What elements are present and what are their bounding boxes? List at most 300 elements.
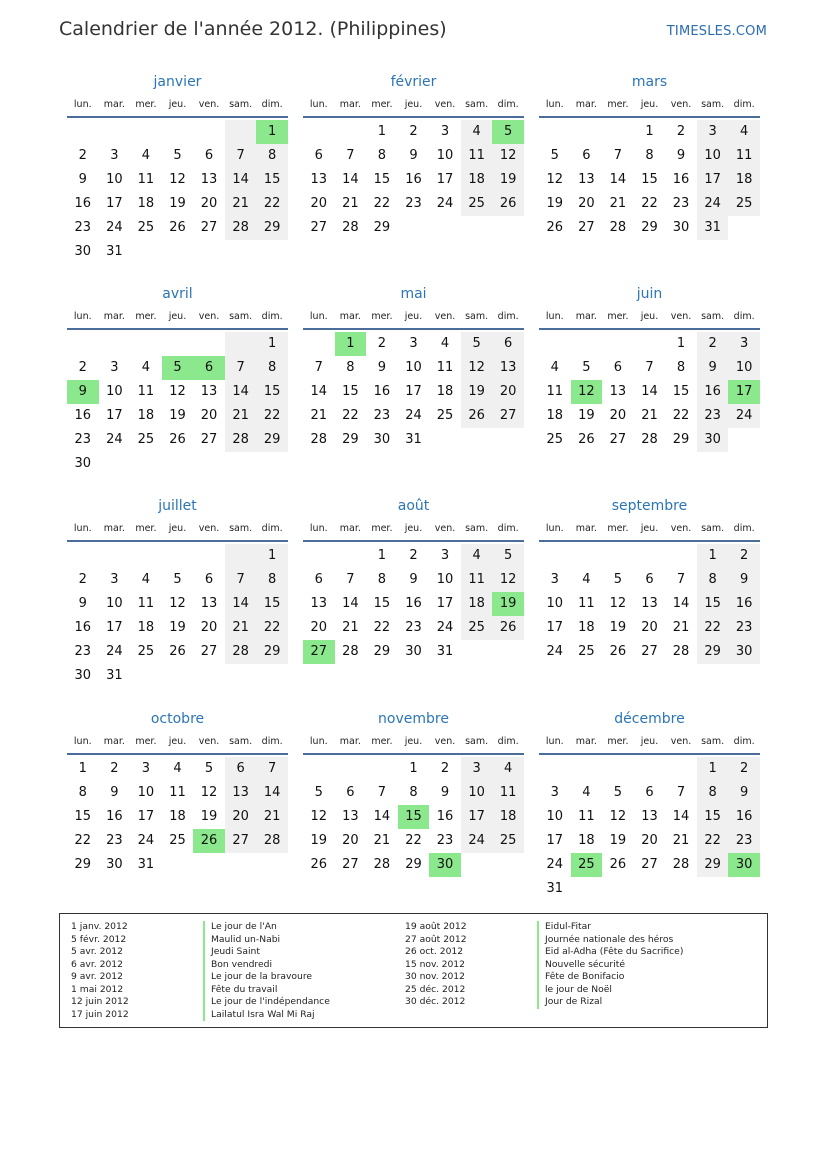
- day-cell: 19: [546, 196, 564, 211]
- empty-day-cell: [130, 240, 162, 264]
- day-cell: 25: [546, 432, 564, 447]
- weekday-header: [303, 94, 524, 116]
- day-cell: 29: [256, 428, 288, 452]
- weekday-label: mer.: [371, 736, 393, 747]
- day-cell: 6: [645, 572, 654, 587]
- month-11: [539, 707, 760, 901]
- weekday-label: jeu.: [404, 736, 423, 747]
- day-cell: 26: [609, 857, 627, 872]
- day-cell: 13: [641, 809, 658, 824]
- day-cell: 16: [74, 408, 92, 423]
- day-cell: 24: [697, 192, 729, 216]
- day-cell: 25: [137, 220, 155, 235]
- day-cell: 18: [169, 809, 186, 824]
- weekday-label: mer.: [135, 523, 157, 534]
- day-cell: 9: [728, 568, 760, 592]
- day-cell: 25: [461, 192, 493, 216]
- day-cell: 3: [409, 336, 418, 351]
- empty-day-cell: [539, 544, 571, 568]
- day-cell: 1: [697, 757, 729, 781]
- day-cell: 2: [78, 360, 87, 375]
- empty-day-cell: [162, 452, 194, 476]
- day-cell: 1: [335, 332, 367, 356]
- weekday-label: mar.: [339, 736, 361, 747]
- day-cell: 13: [310, 596, 328, 611]
- day-cell: 4: [141, 360, 151, 375]
- month-name: mai: [400, 286, 427, 302]
- day-cell: 3: [697, 120, 729, 144]
- day-cell: 8: [78, 785, 87, 800]
- week-row: [67, 568, 288, 592]
- week-row: [303, 853, 524, 877]
- empty-day-cell: [461, 640, 493, 664]
- day-cell: 23: [74, 432, 92, 447]
- empty-day-cell: [99, 120, 131, 144]
- day-cell: 20: [342, 833, 359, 848]
- weekday-label: mar.: [103, 736, 125, 747]
- day-cell: 15: [373, 172, 391, 187]
- day-cell: 2: [440, 761, 450, 776]
- legend-date: 25 déc. 2012: [405, 983, 466, 995]
- day-cell: 7: [676, 572, 686, 587]
- day-cell: 20: [578, 196, 595, 211]
- day-cell: 5: [613, 572, 623, 587]
- week-row: [539, 216, 760, 240]
- day-cell: 6: [314, 572, 323, 587]
- empty-day-cell: [256, 853, 288, 877]
- day-cell: 15: [641, 172, 658, 187]
- day-cell: 5: [613, 785, 623, 800]
- day-cell: 15: [256, 380, 288, 404]
- legend-name: Jour de Rizal: [537, 996, 683, 1009]
- empty-day-cell: [539, 120, 571, 144]
- day-cell: 24: [546, 857, 564, 872]
- week-row: [67, 404, 288, 428]
- day-cell: 23: [728, 829, 760, 853]
- week-row: [67, 757, 288, 781]
- empty-day-cell: [303, 120, 335, 144]
- day-cell: 22: [672, 408, 690, 423]
- weekday-label: ven.: [198, 523, 220, 534]
- day-cell: 28: [342, 644, 359, 659]
- legend-dates-right: [405, 921, 467, 1009]
- day-cell: 3: [461, 757, 493, 781]
- empty-day-cell: [130, 120, 162, 144]
- day-cell: 13: [578, 172, 595, 187]
- day-cell: 7: [676, 785, 686, 800]
- day-cell: 24: [461, 829, 493, 853]
- empty-day-cell: [225, 332, 257, 356]
- month-name: avril: [162, 286, 193, 302]
- empty-day-cell: [665, 544, 697, 568]
- day-cell: 13: [200, 596, 218, 611]
- empty-day-cell: [67, 332, 99, 356]
- empty-day-cell: [571, 544, 603, 568]
- day-cell: 1: [645, 124, 654, 139]
- day-cell: 13: [609, 384, 627, 399]
- day-cell: 26: [193, 829, 225, 853]
- day-cell: 4: [461, 544, 493, 568]
- weekday-header: [539, 94, 760, 116]
- empty-day-cell: [225, 853, 257, 877]
- legend-date: 30 déc. 2012: [405, 996, 466, 1007]
- day-cell: 27: [492, 404, 524, 428]
- day-cell: 26: [169, 220, 186, 235]
- empty-day-cell: [99, 452, 131, 476]
- day-cell: 26: [461, 404, 493, 428]
- day-cell: 27: [578, 220, 595, 235]
- legend-date: 19 août 2012: [405, 921, 467, 932]
- weekday-label: ven.: [434, 523, 456, 534]
- day-cell: 16: [74, 620, 92, 635]
- day-cell: 25: [492, 829, 524, 853]
- day-cell: 1: [697, 544, 729, 568]
- empty-day-cell: [571, 757, 603, 781]
- week-row: [539, 168, 760, 192]
- day-cell: 20: [200, 196, 218, 211]
- week-row: [539, 544, 760, 568]
- day-cell: 12: [169, 172, 186, 187]
- weekday-label: lun.: [73, 311, 92, 322]
- empty-day-cell: [303, 332, 335, 356]
- weekday-label: dim.: [261, 99, 283, 110]
- empty-day-cell: [303, 544, 335, 568]
- day-cell: 16: [405, 596, 422, 611]
- day-cell: 23: [405, 196, 422, 211]
- day-cell: 28: [609, 220, 627, 235]
- weekday-label: ven.: [434, 736, 456, 747]
- day-cell: 20: [641, 620, 658, 635]
- legend-name: Fête de Bonifacio: [537, 971, 683, 984]
- day-cell: 7: [613, 148, 623, 163]
- day-cell: 19: [169, 196, 186, 211]
- day-cell: 22: [373, 620, 391, 635]
- week-row: [303, 805, 524, 829]
- day-cell: 12: [571, 380, 603, 404]
- day-cell: 25: [571, 853, 603, 877]
- empty-day-cell: [366, 757, 398, 781]
- day-cell: 24: [106, 220, 123, 235]
- weekday-header: [303, 518, 524, 540]
- weekday-label: mer.: [135, 736, 157, 747]
- weekday-label: lun.: [545, 99, 564, 110]
- day-cell: 11: [137, 172, 155, 187]
- day-cell: 4: [492, 757, 524, 781]
- day-cell: 30: [728, 853, 760, 877]
- day-cell: 25: [169, 833, 186, 848]
- day-cell: 14: [672, 596, 690, 611]
- legend-name: Lailatul Isra Wal Mi Raj: [203, 1009, 330, 1022]
- empty-day-cell: [602, 757, 634, 781]
- day-cell: 16: [405, 172, 422, 187]
- month-4: [303, 282, 524, 452]
- day-cell: 17: [106, 408, 123, 423]
- month-1: [303, 70, 524, 240]
- day-cell: 7: [225, 356, 257, 380]
- legend-date: 27 août 2012: [405, 933, 467, 945]
- day-cell: 23: [74, 644, 92, 659]
- day-cell: 10: [106, 172, 123, 187]
- month-3: [67, 282, 288, 476]
- month-rule: [539, 116, 760, 118]
- day-cell: 19: [200, 809, 218, 824]
- month-9: [67, 707, 288, 877]
- week-row: [539, 356, 760, 380]
- day-cell: 29: [74, 857, 92, 872]
- week-row: [67, 240, 288, 264]
- day-cell: 13: [310, 172, 328, 187]
- weekday-label: ven.: [434, 99, 456, 110]
- day-cell: 31: [106, 244, 123, 259]
- day-cell: 8: [377, 148, 387, 163]
- empty-day-cell: [130, 332, 162, 356]
- day-cell: 5: [461, 332, 493, 356]
- legend-name: Eidul-Fitar: [537, 921, 683, 934]
- day-cell: 8: [697, 781, 729, 805]
- weekday-label: lun.: [309, 311, 328, 322]
- empty-day-cell: [193, 332, 225, 356]
- day-cell: 15: [256, 592, 288, 616]
- week-row: [303, 168, 524, 192]
- empty-day-cell: [697, 877, 729, 901]
- week-row: [67, 380, 288, 404]
- empty-day-cell: [335, 757, 367, 781]
- day-cell: 26: [492, 192, 524, 216]
- day-cell: 21: [225, 404, 257, 428]
- day-cell: 6: [582, 148, 591, 163]
- week-row: [303, 380, 524, 404]
- day-cell: 17: [405, 384, 422, 399]
- weekday-label: dim.: [261, 523, 283, 534]
- weekday-label: sam.: [465, 523, 489, 534]
- empty-day-cell: [634, 877, 666, 901]
- day-cell: 19: [609, 620, 627, 635]
- empty-day-cell: [461, 216, 493, 240]
- empty-day-cell: [665, 757, 697, 781]
- week-row: [303, 144, 524, 168]
- weekday-label: dim.: [497, 311, 519, 322]
- day-cell: 22: [373, 196, 391, 211]
- day-cell: 18: [578, 620, 595, 635]
- week-row: [303, 616, 524, 640]
- week-row: [539, 829, 760, 853]
- brand-logo[interactable]: TIMESLES.COM: [666, 24, 767, 39]
- day-cell: 16: [672, 172, 690, 187]
- empty-day-cell: [728, 428, 760, 452]
- day-cell: 22: [74, 833, 92, 848]
- day-cell: 7: [225, 568, 257, 592]
- weekday-label: jeu.: [168, 736, 187, 747]
- empty-day-cell: [162, 240, 194, 264]
- day-cell: 30: [405, 644, 422, 659]
- day-cell: 30: [697, 428, 729, 452]
- week-row: [303, 356, 524, 380]
- day-cell: 24: [106, 644, 123, 659]
- legend-date: 26 oct. 2012: [405, 946, 464, 957]
- day-cell: 19: [461, 380, 493, 404]
- day-cell: 28: [672, 857, 690, 872]
- day-cell: 20: [310, 196, 328, 211]
- legend-name: Le jour de l'An: [203, 921, 330, 934]
- day-cell: 15: [697, 805, 729, 829]
- day-cell: 18: [492, 805, 524, 829]
- day-cell: 5: [582, 360, 591, 375]
- empty-day-cell: [162, 120, 194, 144]
- empty-day-cell: [429, 216, 461, 240]
- day-cell: 12: [492, 568, 524, 592]
- day-cell: 10: [728, 356, 760, 380]
- weekday-label: lun.: [73, 736, 92, 747]
- day-cell: 4: [141, 148, 151, 163]
- day-cell: 30: [74, 668, 92, 683]
- day-cell: 27: [200, 432, 218, 447]
- weekday-label: dim.: [497, 523, 519, 534]
- holiday-legend: [59, 913, 768, 1028]
- empty-day-cell: [193, 452, 225, 476]
- day-cell: 28: [256, 829, 288, 853]
- day-cell: 11: [546, 384, 564, 399]
- week-row: [67, 853, 288, 877]
- week-row: [303, 404, 524, 428]
- day-cell: 20: [609, 408, 627, 423]
- weekday-header: [67, 518, 288, 540]
- weekday-header: [539, 731, 760, 753]
- day-cell: 25: [436, 408, 454, 423]
- legend-date: 17 juin 2012: [71, 1008, 129, 1020]
- month-name: décembre: [614, 711, 685, 727]
- day-cell: 13: [342, 809, 359, 824]
- week-row: [67, 544, 288, 568]
- month-rule: [67, 540, 288, 542]
- day-cell: 17: [546, 833, 564, 848]
- day-cell: 6: [346, 785, 355, 800]
- week-row: [539, 144, 760, 168]
- empty-day-cell: [602, 332, 634, 356]
- weekday-label: jeu.: [404, 99, 423, 110]
- day-cell: 19: [492, 592, 524, 616]
- month-rule: [303, 540, 524, 542]
- weekday-header: [303, 306, 524, 328]
- day-cell: 18: [436, 384, 454, 399]
- day-cell: 22: [405, 833, 422, 848]
- month-name: février: [390, 74, 437, 90]
- day-cell: 28: [672, 644, 690, 659]
- day-cell: 26: [169, 432, 186, 447]
- day-cell: 12: [492, 144, 524, 168]
- day-cell: 3: [110, 572, 119, 587]
- week-row: [303, 781, 524, 805]
- day-cell: 12: [609, 596, 627, 611]
- weekday-label: mar.: [575, 523, 597, 534]
- day-cell: 13: [492, 356, 524, 380]
- week-row: [303, 120, 524, 144]
- weekday-header: [67, 94, 288, 116]
- week-row: [67, 592, 288, 616]
- day-cell: 6: [204, 572, 214, 587]
- day-cell: 8: [697, 568, 729, 592]
- day-cell: 26: [578, 432, 595, 447]
- weekday-label: ven.: [670, 99, 692, 110]
- legend-name: Journée nationale des héros: [537, 934, 683, 947]
- day-cell: 26: [546, 220, 564, 235]
- day-cell: 20: [641, 833, 658, 848]
- empty-day-cell: [193, 664, 225, 688]
- legend-names-right: [537, 921, 683, 1009]
- day-cell: 8: [346, 360, 355, 375]
- day-cell: 22: [641, 196, 658, 211]
- day-cell: 31: [546, 881, 564, 896]
- day-cell: 18: [137, 196, 155, 211]
- day-cell: 5: [173, 572, 182, 587]
- empty-day-cell: [571, 877, 603, 901]
- month-10: [303, 707, 524, 877]
- empty-day-cell: [256, 664, 288, 688]
- weekday-label: dim.: [733, 523, 755, 534]
- empty-day-cell: [728, 877, 760, 901]
- day-cell: 14: [310, 384, 328, 399]
- day-cell: 23: [405, 620, 422, 635]
- weekday-label: mer.: [371, 311, 393, 322]
- empty-day-cell: [225, 664, 257, 688]
- weekday-label: lun.: [545, 736, 564, 747]
- day-cell: 7: [346, 148, 355, 163]
- day-cell: 12: [310, 809, 328, 824]
- day-cell: 2: [78, 148, 87, 163]
- weekday-label: jeu.: [168, 523, 187, 534]
- week-row: [67, 616, 288, 640]
- day-cell: 30: [728, 640, 760, 664]
- day-cell: 15: [256, 168, 288, 192]
- day-cell: 3: [440, 124, 450, 139]
- day-cell: 7: [225, 144, 257, 168]
- day-cell: 2: [78, 572, 87, 587]
- day-cell: 2: [676, 124, 686, 139]
- month-name: septembre: [611, 498, 688, 514]
- day-cell: 25: [728, 192, 760, 216]
- day-cell: 27: [310, 220, 328, 235]
- legend-date: 1 mai 2012: [71, 983, 124, 995]
- day-cell: 26: [609, 644, 627, 659]
- day-cell: 3: [550, 785, 559, 800]
- week-row: [539, 781, 760, 805]
- day-cell: 14: [342, 172, 359, 187]
- legend-date: 1 janv. 2012: [71, 921, 128, 932]
- day-cell: 3: [141, 761, 151, 776]
- day-cell: 21: [342, 196, 359, 211]
- day-cell: 6: [193, 356, 225, 380]
- day-cell: 9: [697, 356, 729, 380]
- day-cell: 25: [578, 644, 595, 659]
- day-cell: 30: [672, 220, 690, 235]
- day-cell: 2: [377, 336, 387, 351]
- day-cell: 10: [106, 384, 123, 399]
- week-row: [539, 404, 760, 428]
- day-cell: 30: [74, 456, 92, 471]
- month-2: [539, 70, 760, 240]
- day-cell: 14: [225, 592, 257, 616]
- weekday-label: sam.: [701, 523, 725, 534]
- day-cell: 11: [578, 809, 595, 824]
- day-cell: 18: [578, 833, 595, 848]
- empty-day-cell: [602, 877, 634, 901]
- legend-date: 12 juin 2012: [71, 996, 129, 1007]
- weekday-label: lun.: [545, 311, 564, 322]
- day-cell: 14: [256, 781, 288, 805]
- weekday-label: dim.: [261, 736, 283, 747]
- day-cell: 7: [256, 757, 288, 781]
- legend-date: 5 avr. 2012: [71, 946, 123, 957]
- day-cell: 10: [546, 809, 564, 824]
